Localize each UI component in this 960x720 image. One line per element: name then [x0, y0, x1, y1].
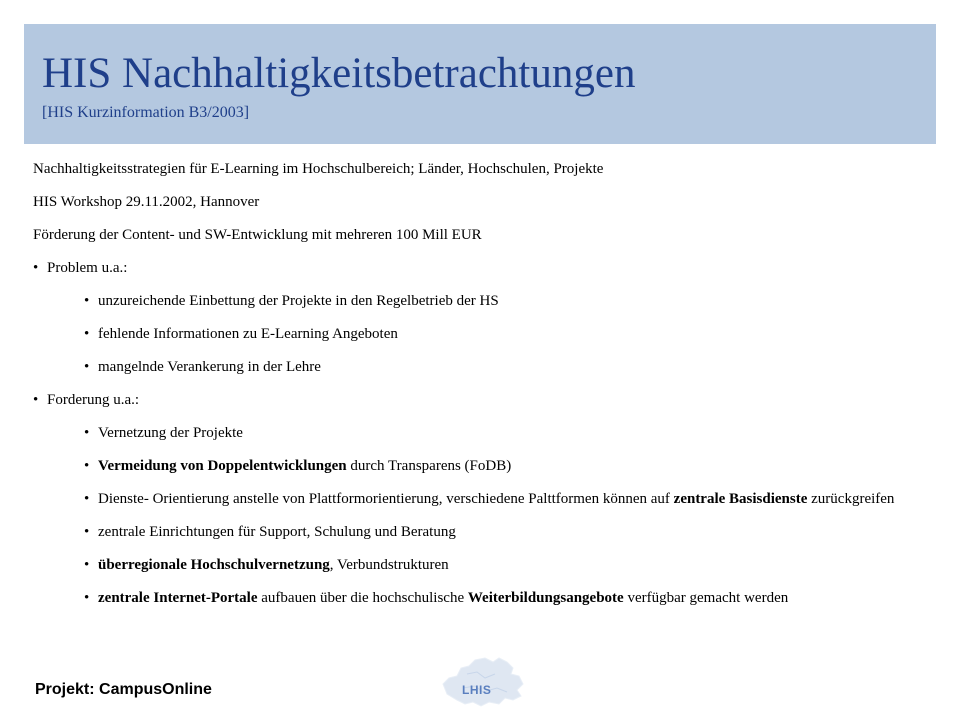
forderung-item-text: durch Transparens (FoDB)	[346, 458, 512, 474]
problem-item	[84, 358, 903, 377]
bullet-icon: •	[84, 326, 90, 342]
bullet-icon: •	[33, 260, 39, 276]
forderung-item-text: Dienste- Orientierung anstelle von Plattformorientierung, verschiedene Palttformen können auf	[98, 491, 674, 507]
problem-item-text: unzureichende Einbettung der Projekte in den Regelbetrieb der HS	[98, 293, 499, 309]
forderung-item-bold: Vermeidung von Doppelentwicklungen	[98, 458, 347, 474]
footer-project: Projekt: CampusOnline	[35, 681, 212, 698]
bullet-icon: •	[84, 458, 90, 474]
forderung-item	[84, 424, 903, 443]
logo-text: LHIS	[462, 683, 492, 697]
forderung-item-text: verfügbar gemacht werden	[623, 590, 789, 606]
problem-item-text: mangelnde Verankerung in der Lehre	[98, 359, 321, 375]
forderung-item-text: Vernetzung der Projekte	[98, 425, 243, 441]
bullet-icon: •	[84, 359, 90, 375]
problem-item-text: fehlende Informationen zu E-Learning Angeboten	[98, 326, 398, 342]
forderung-item-text: zurückgreifen	[807, 491, 895, 507]
intro-line-3: Förderung der Content- und SW-Entwicklung mit mehreren 100 Mill EUR	[33, 227, 482, 243]
slide-title: HIS Nachhaltigkeitsbetrachtungen	[42, 50, 636, 97]
bullet-icon: •	[84, 425, 90, 441]
problem-heading	[33, 259, 903, 278]
forderung-item-bold: Weiterbildungsangebote	[467, 590, 624, 606]
intro-line-2: HIS Workshop 29.11.2002, Hannover	[33, 194, 260, 210]
slide-content	[33, 160, 903, 618]
forderung-item	[84, 457, 903, 476]
forderung-heading	[33, 391, 903, 410]
problem-item	[84, 292, 903, 311]
forderung-item	[84, 589, 903, 608]
bullet-icon: •	[84, 293, 90, 309]
forderung-item	[84, 523, 903, 542]
problem-item	[84, 325, 903, 344]
bullet-icon: •	[84, 590, 90, 606]
forderung-item-text: aufbauen über die hochschulische	[257, 590, 468, 606]
bullet-icon: •	[33, 392, 39, 408]
slide-subtitle: [HIS Kurzinformation B3/2003]	[42, 104, 250, 121]
problem-label: Problem u.a.:	[47, 260, 128, 276]
forderung-item-bold: zentrale Internet-Portale	[98, 590, 258, 606]
forderung-item-bold: überregionale Hochschulvernetzung	[98, 557, 330, 573]
forderung-item-text: , Verbundstrukturen	[329, 557, 449, 573]
bullet-icon: •	[84, 524, 90, 540]
bullet-icon: •	[84, 557, 90, 573]
intro-line-1: Nachhaltigkeitsstrategien für E-Learning im Hochschulbereich; Länder, Hochschulen, Projekte	[33, 161, 604, 177]
forderung-item-bold: zentrale Basisdienste	[673, 491, 808, 507]
forderung-label: Forderung u.a.:	[47, 392, 140, 408]
forderung-item	[84, 556, 903, 575]
lower-saxony-map-icon	[437, 654, 529, 708]
forderung-item	[84, 490, 903, 509]
bullet-icon: •	[84, 491, 90, 507]
logo-map-shape	[443, 658, 523, 706]
forderung-item-text: zentrale Einrichtungen für Support, Schulung und Beratung	[98, 524, 456, 540]
